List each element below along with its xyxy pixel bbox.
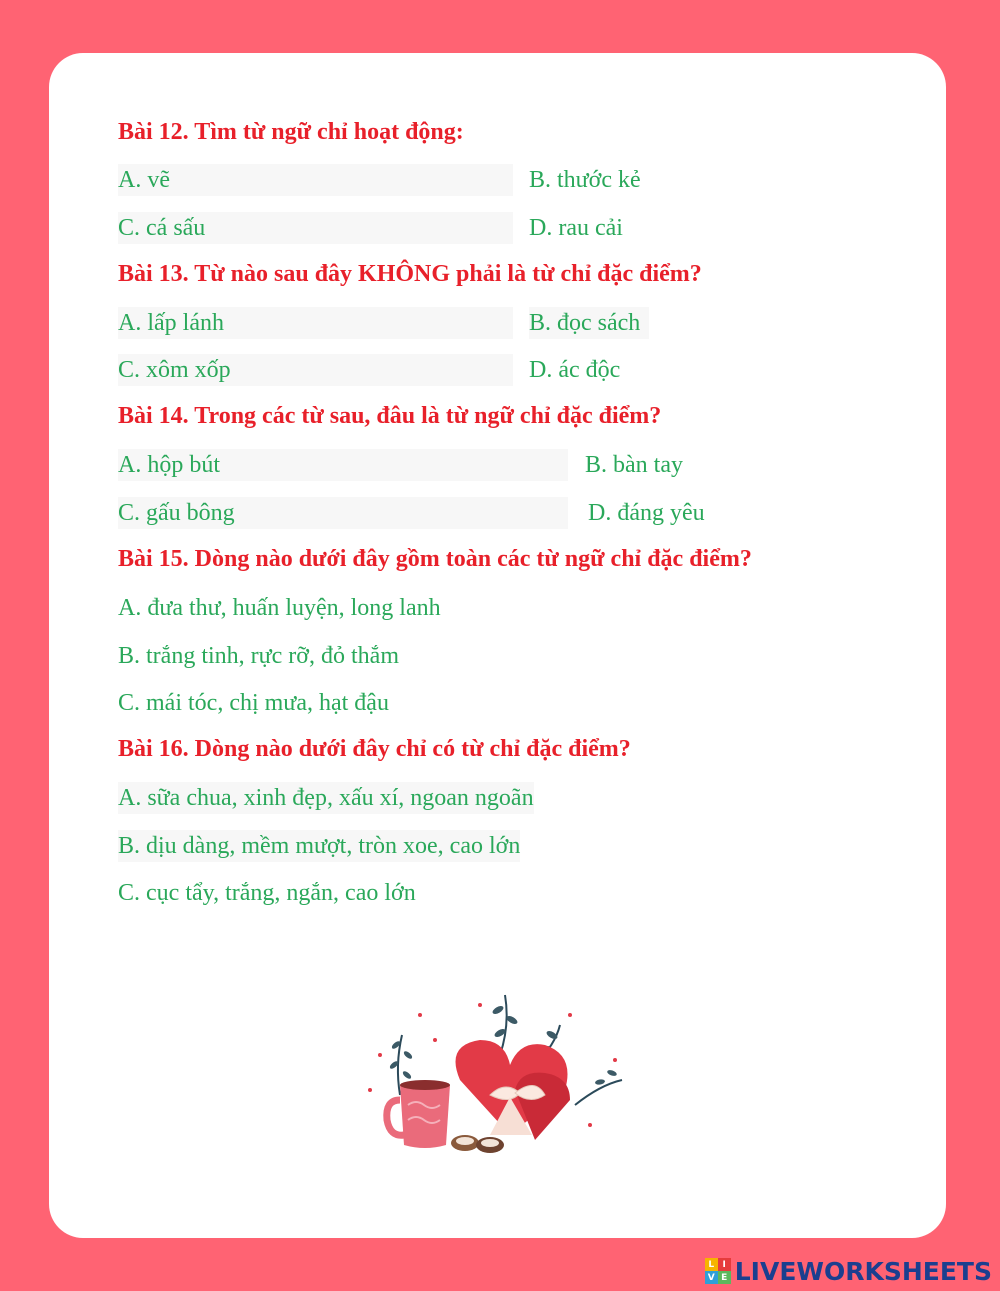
cookie-icon [451, 1135, 504, 1153]
answer-option[interactable]: A. sữa chua, xinh đẹp, xấu xí, ngoan ngoãn [118, 782, 534, 814]
question-title: Bài 13. Từ nào sau đây KHÔNG phải là từ chỉ đặc điểm? [118, 261, 702, 287]
answer-option[interactable]: B. đọc sách [529, 307, 649, 339]
answer-option[interactable]: A. đưa thư, huấn luyện, long lanh [118, 595, 441, 621]
question-title: Bài 12. Tìm từ ngữ chỉ hoạt động: [118, 119, 464, 145]
answer-option[interactable]: C. cục tẩy, trắng, ngắn, cao lớn [118, 880, 416, 906]
answer-option[interactable]: A. hộp bút [118, 449, 568, 481]
answer-option[interactable]: C. mái tóc, chị mưa, hạt đậu [118, 690, 389, 716]
answer-option[interactable]: D. ác độc [529, 357, 621, 383]
logo-letter: V [705, 1271, 718, 1284]
answer-option[interactable]: D. đáng yêu [588, 500, 705, 526]
answer-option[interactable]: B. trắng tinh, rực rỡ, đỏ thắm [118, 643, 399, 669]
answer-option[interactable]: A. vẽ [118, 164, 513, 196]
liveworksheets-logo-icon [705, 1258, 731, 1284]
logo-letter: E [718, 1271, 731, 1284]
logo-letter: I [718, 1258, 731, 1271]
logo-letter: L [705, 1258, 718, 1271]
answer-option[interactable]: B. bàn tay [585, 452, 683, 478]
question-title: Bài 14. Trong các từ sau, đâu là từ ngữ chỉ đặc điểm? [118, 403, 662, 429]
question-title: Bài 15. Dòng nào dưới đây gồm toàn các từ ngữ chỉ đặc điểm? [118, 546, 752, 572]
liveworksheets-brand[interactable] [705, 1254, 992, 1288]
mug-icon [387, 1080, 450, 1148]
answer-option[interactable]: C. cá sấu [118, 212, 513, 244]
coffee-heart-illustration [360, 985, 635, 1160]
answer-option[interactable]: B. thước kẻ [529, 167, 641, 193]
answer-option[interactable]: C. xôm xốp [118, 354, 513, 386]
brand-name: LIVEWORKSHEETS [734, 1256, 992, 1286]
answer-option[interactable]: C. gấu bông [118, 497, 568, 529]
question-title: Bài 16. Dòng nào dưới đây chỉ có từ chỉ đặc điểm? [118, 736, 631, 762]
answer-option[interactable]: B. dịu dàng, mềm mượt, tròn xoe, cao lớn [118, 830, 520, 862]
answer-option[interactable]: A. lấp lánh [118, 307, 513, 339]
answer-option[interactable]: D. rau cải [529, 215, 623, 241]
